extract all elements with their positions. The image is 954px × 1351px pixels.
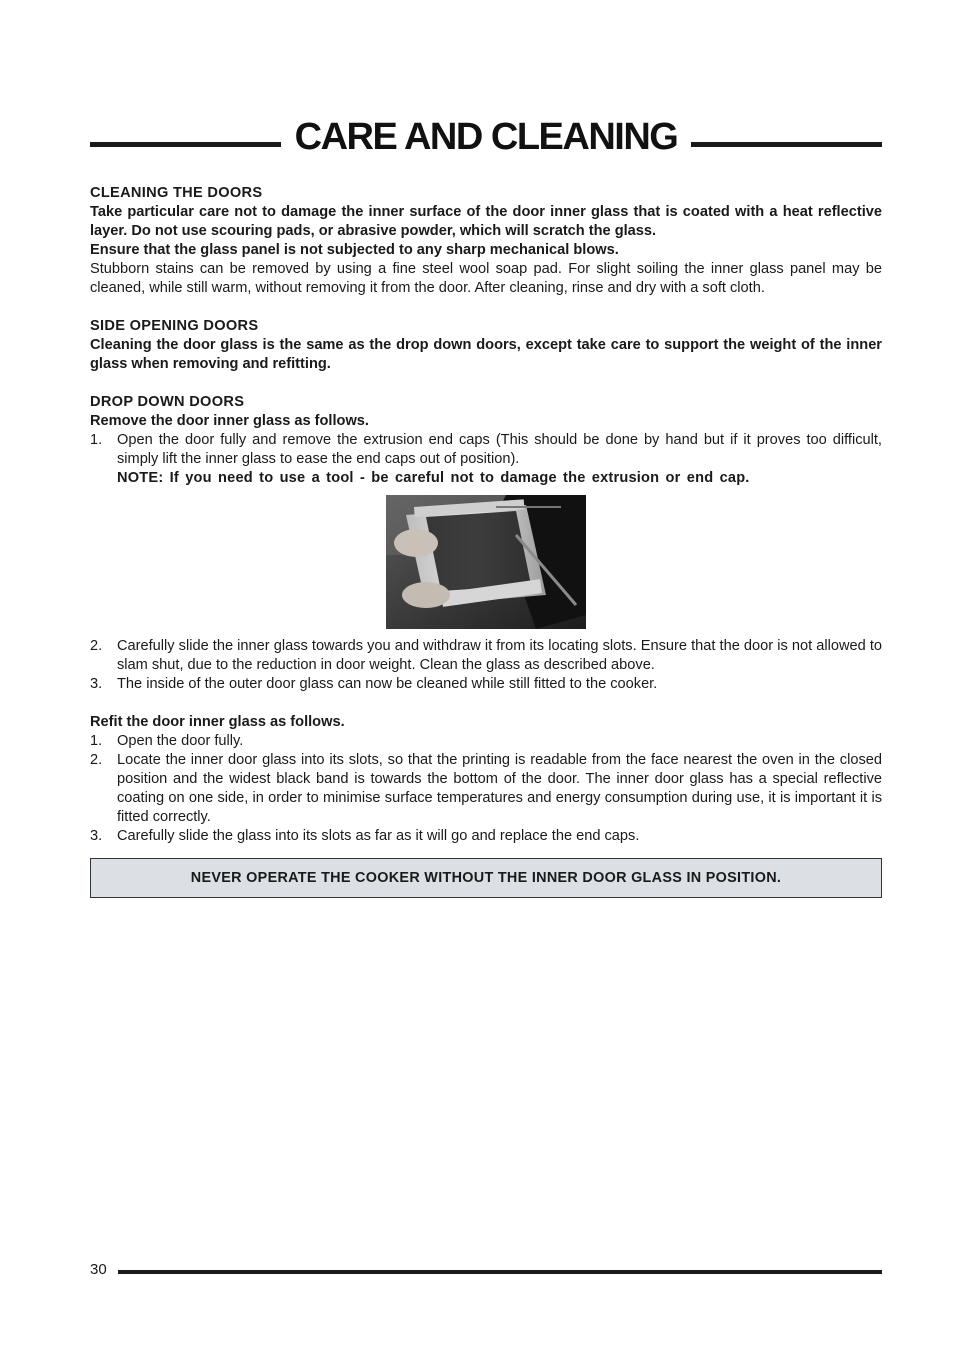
step-number: 1. bbox=[90, 733, 103, 749]
list-item bbox=[90, 827, 882, 846]
step-text: Open the door fully and remove the extrusion end caps (This should be done by hand but if it proves too difficult, simply lift the inner glass to ease the end caps out of position). bbox=[117, 432, 882, 467]
step-number: 3. bbox=[90, 676, 103, 692]
step-number: 1. bbox=[90, 432, 103, 448]
page-title-row bbox=[90, 112, 882, 162]
section-heading-drop-doors: DROP DOWN DOORS bbox=[90, 394, 245, 410]
side-doors-text: Cleaning the door glass is the same as the drop down doors, except take care to support the weight of the inner glass when removing and refitting. bbox=[90, 337, 882, 372]
page-title: CARE AND CLEANING bbox=[294, 115, 678, 158]
list-item bbox=[90, 751, 882, 827]
door-glass-photo bbox=[386, 495, 586, 629]
cleaning-doors-warning: Take particular care not to damage the inner surface of the door inner glass that is coated with a heat reflective layer. Do not use scouring pads, or abrasive powder, which will scratch the glass. bbox=[90, 204, 882, 239]
step-text: Locate the inner door glass into its slots, so that the printing is readable from the face nearest the oven in the closed position and the widest black band is towards the bottom of the door. The inner door glass has a special reflective coating on one side, in order to minimise surface temperatures and energy consumption during use, it is important it is fitted correctly. bbox=[117, 752, 882, 825]
step-text: Carefully slide the inner glass towards you and withdraw it from its locating slots. Ensure that the door is not allowed to slam shut, due to the reduction in door weight. Clean the glass as described above. bbox=[117, 638, 882, 673]
step-number: 2. bbox=[90, 752, 103, 768]
warning-text: NEVER OPERATE THE COOKER WITHOUT THE INNER DOOR GLASS IN POSITION. bbox=[190, 869, 782, 886]
step-text: The inside of the outer door glass can now be cleaned while still fitted to the cooker. bbox=[117, 676, 658, 692]
page-footer bbox=[90, 1259, 882, 1279]
remove-steps-list-continued bbox=[90, 637, 882, 694]
refit-glass-heading: Refit the door inner glass as follows. bbox=[90, 714, 345, 730]
step-text: Open the door fully. bbox=[117, 733, 244, 749]
remove-steps-list bbox=[90, 431, 882, 469]
remove-glass-heading: Remove the door inner glass as follows. bbox=[90, 413, 369, 429]
footer-rule bbox=[118, 1270, 882, 1274]
list-item bbox=[90, 431, 882, 469]
section-heading-cleaning-doors: CLEANING THE DOORS bbox=[90, 185, 263, 201]
list-item bbox=[90, 675, 882, 694]
tool-note: NOTE: If you need to use a tool - be careful not to damage the extrusion or end cap. bbox=[117, 470, 750, 486]
step-number: 3. bbox=[90, 828, 103, 844]
step-number: 2. bbox=[90, 638, 103, 654]
cleaning-doors-body: Stubborn stains can be removed by using a fine steel wool soap pad. For slight soiling the inner glass panel may be cleaned, while still warm, without removing it from the door. After cleaning, rinse and dry with a soft cloth. bbox=[90, 261, 882, 296]
page-number: 30 bbox=[90, 1260, 107, 1278]
list-item bbox=[90, 732, 882, 751]
cleaning-doors-caution: Ensure that the glass panel is not subjected to any sharp mechanical blows. bbox=[90, 242, 619, 258]
title-rule-right bbox=[691, 142, 882, 147]
list-item bbox=[90, 637, 882, 675]
section-heading-side-doors: SIDE OPENING DOORS bbox=[90, 318, 259, 334]
photo-container bbox=[90, 488, 882, 637]
warning-box bbox=[90, 858, 882, 898]
title-rule-left bbox=[90, 142, 281, 147]
page-content bbox=[90, 184, 882, 898]
step-text: Carefully slide the glass into its slots as far as it will go and replace the end caps. bbox=[117, 828, 640, 844]
refit-steps-list bbox=[90, 732, 882, 846]
